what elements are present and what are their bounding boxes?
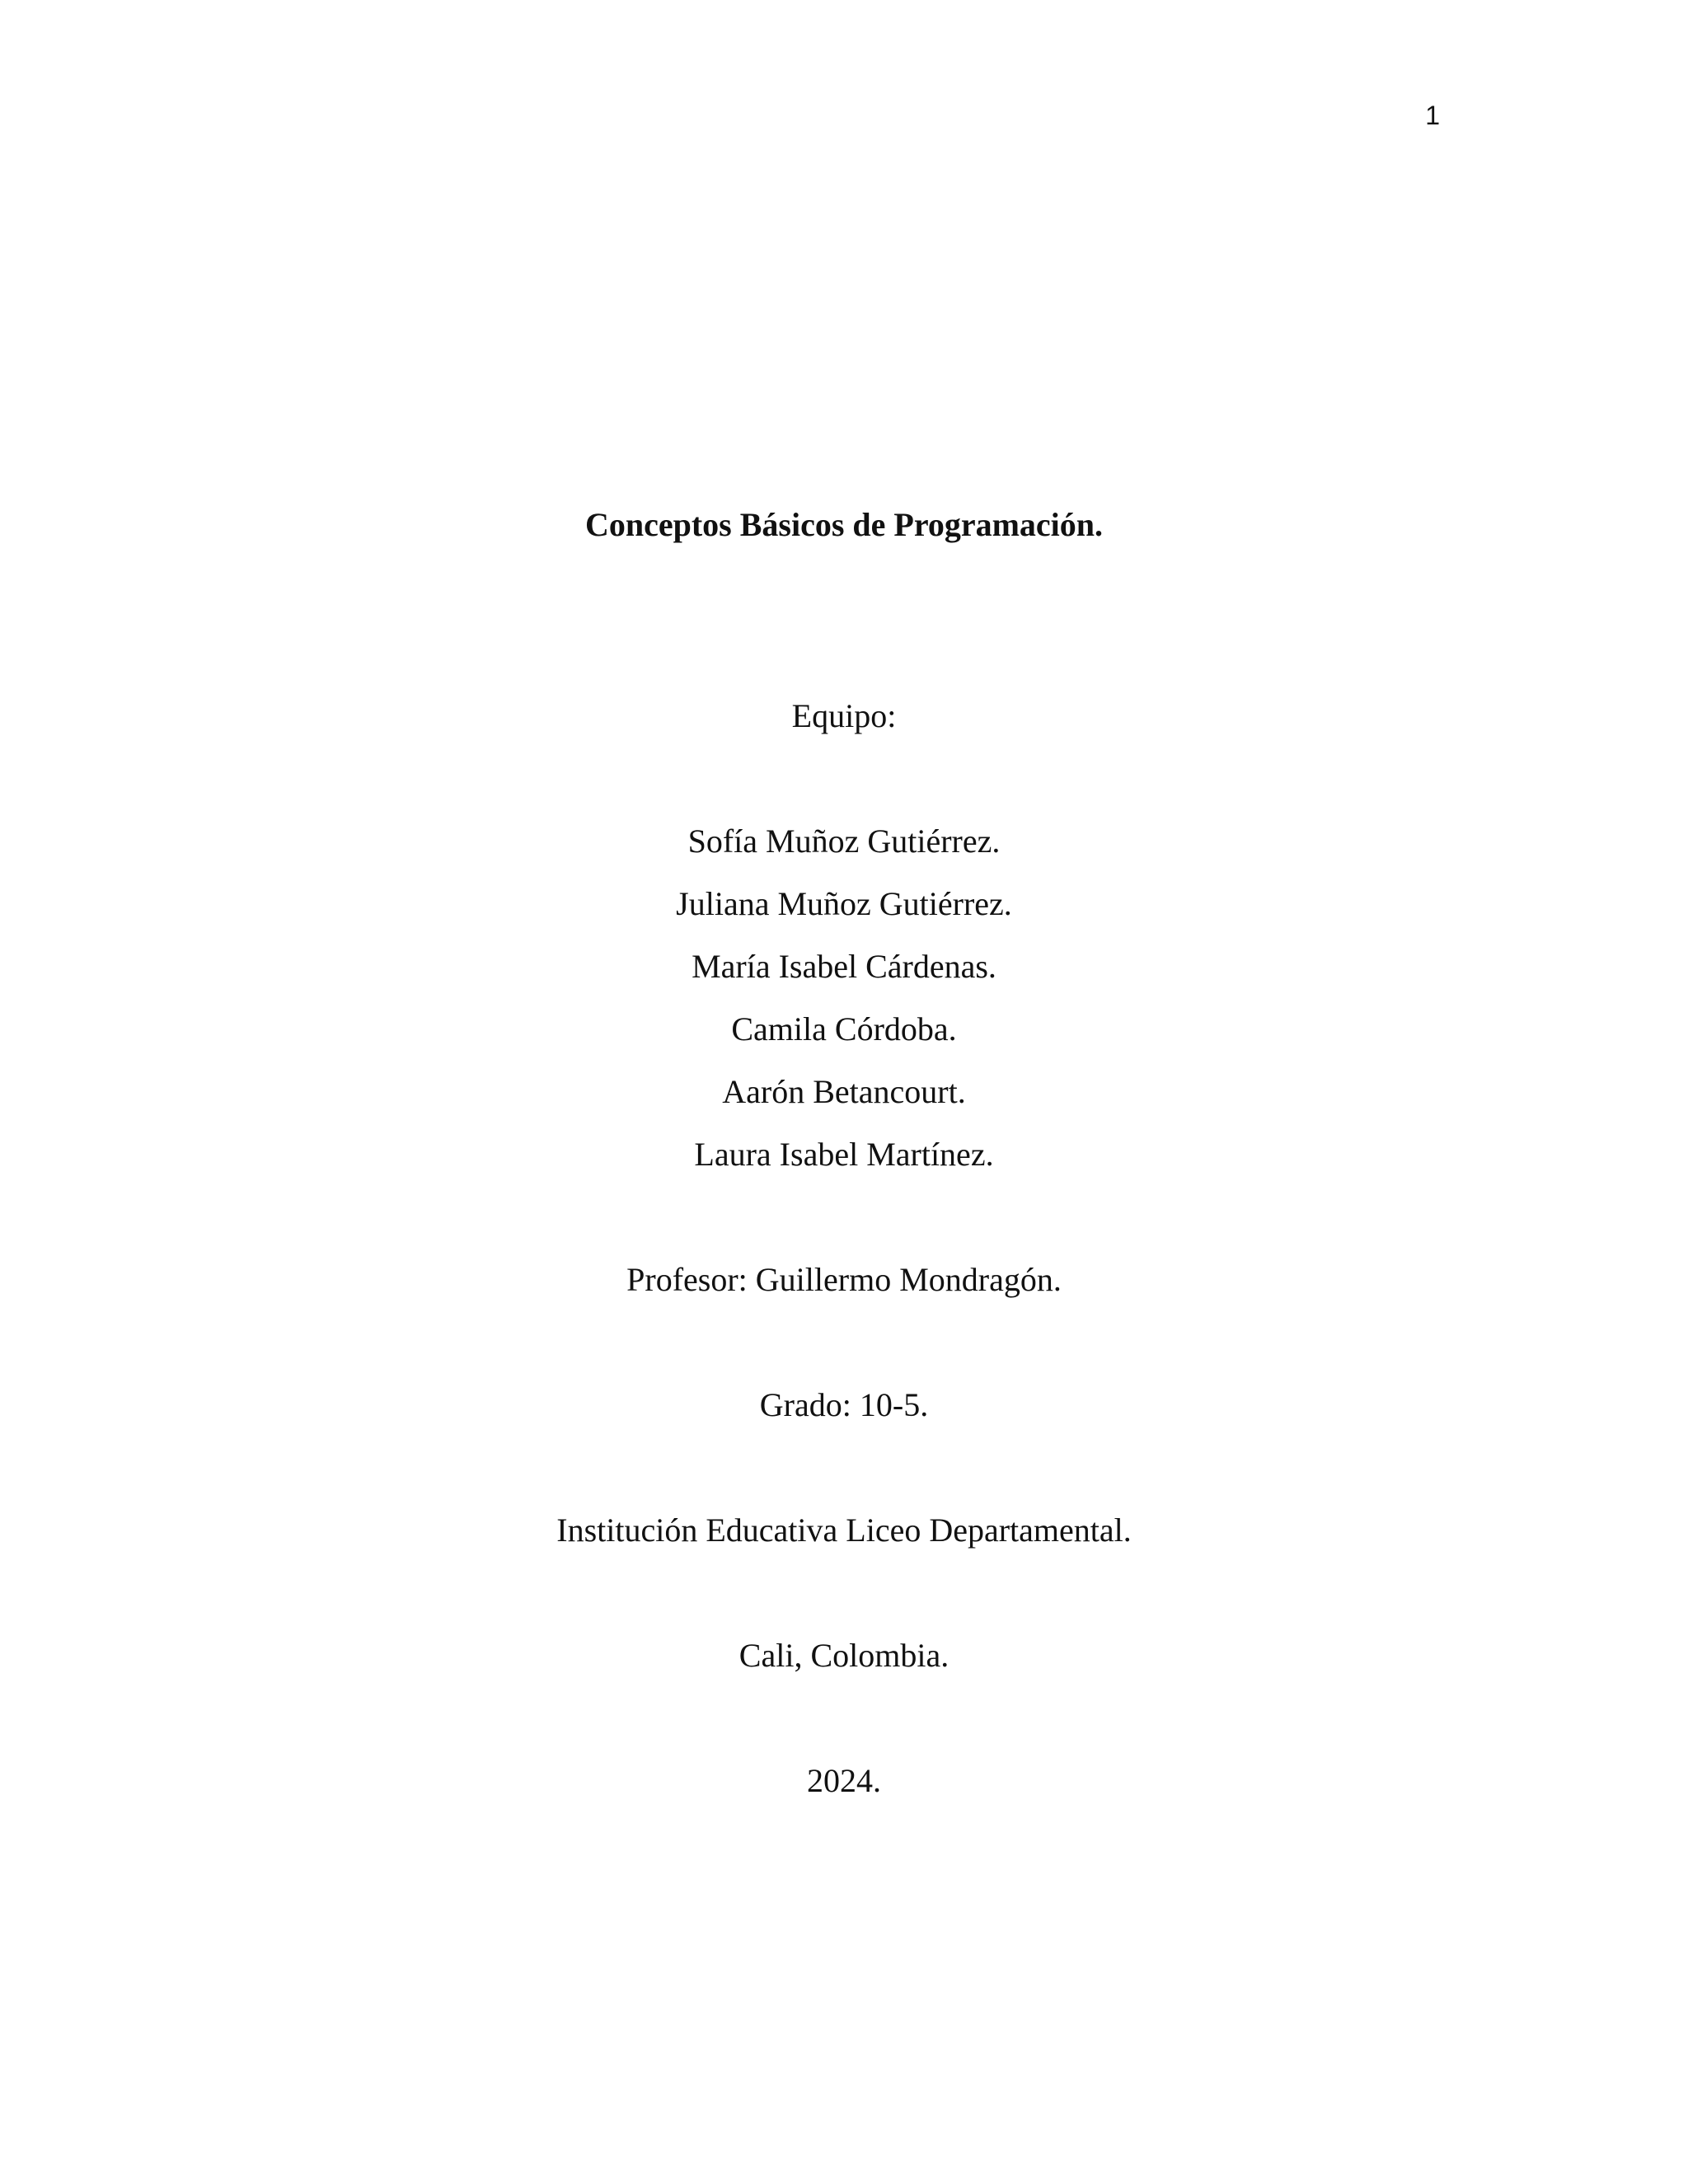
page-number: 1 [1425, 101, 1440, 130]
grade-line: Grado: 10-5. [759, 1386, 929, 1423]
team-member: María Isabel Cárdenas. [692, 948, 996, 985]
professor-line: Profesor: Guillermo Mondragón. [626, 1261, 1062, 1298]
team-member: Juliana Muñoz Gutiérrez. [676, 885, 1012, 922]
team-member: Laura Isabel Martínez. [694, 1136, 994, 1173]
team-label: Equipo: [791, 697, 897, 734]
team-member: Camila Córdoba. [731, 1010, 957, 1047]
year-line: 2024. [807, 1762, 881, 1799]
location-line: Cali, Colombia. [738, 1637, 950, 1674]
team-member: Sofía Muñoz Gutiérrez. [687, 823, 1001, 860]
team-member: Aarón Betancourt. [722, 1073, 966, 1110]
institution-line: Institución Educativa Liceo Departamental. [556, 1511, 1132, 1549]
document-title: Conceptos Básicos de Programación. [584, 506, 1104, 543]
